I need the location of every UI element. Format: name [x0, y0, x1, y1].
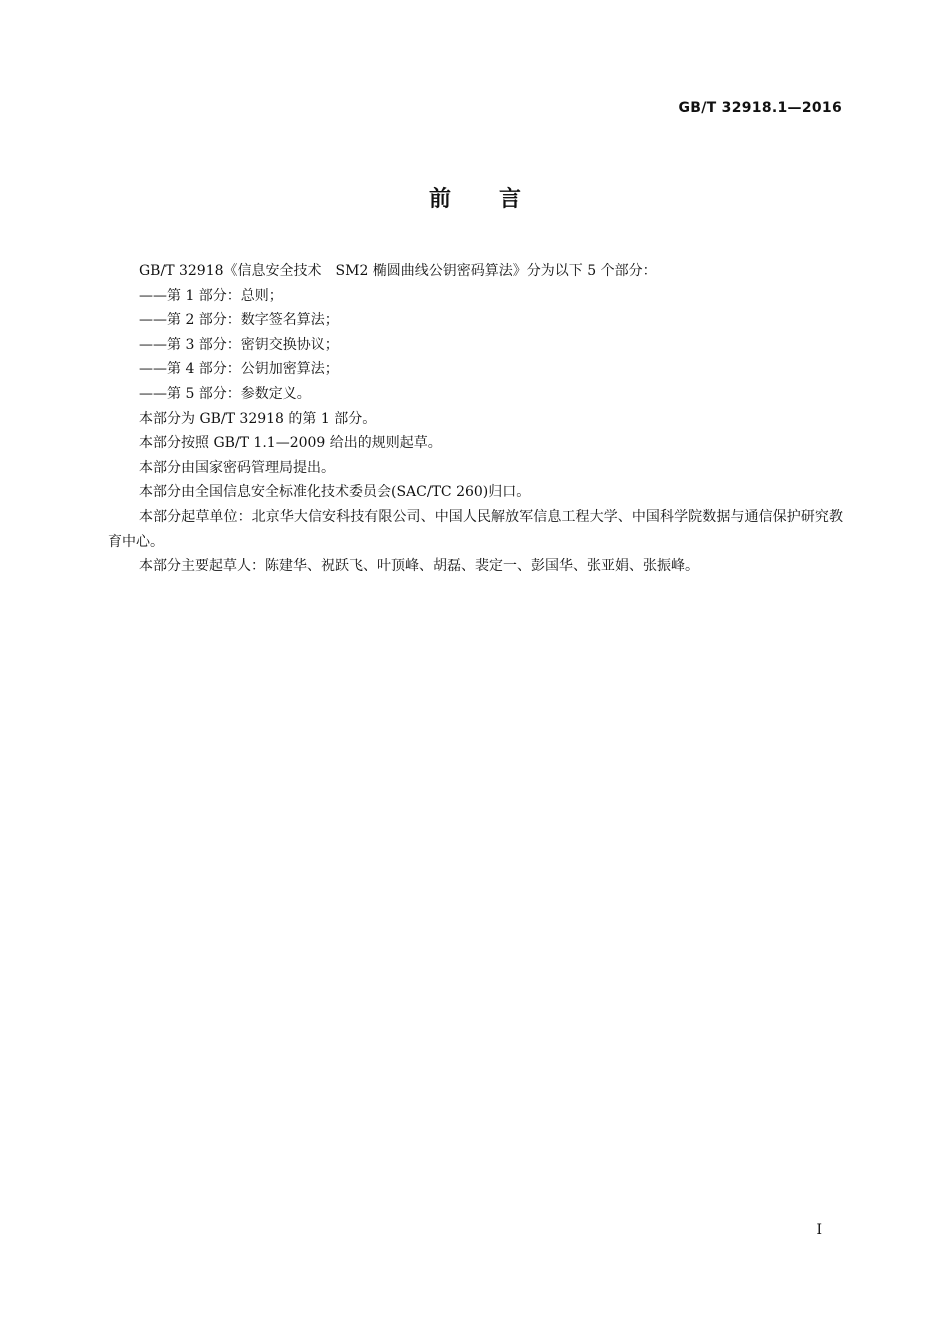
list-item-part-2: ——第 2 部分：数字签名算法； — [139, 312, 339, 329]
paragraph-drafting-units: 本部分起草单位：北京华大信安科技有限公司、中国人民解放军信息工程大学、中国科学院数据与通信保护研究教育中心。 — [108, 508, 843, 550]
paragraph-committee: 本部分由全国信息安全标准化技术委员会(SAC/TC 260)归口。 — [139, 484, 531, 501]
page-title-char-1: 前 — [428, 187, 451, 212]
list-item-part-1: ——第 1 部分：总则； — [139, 287, 283, 304]
list-item-part-5: ——第 5 部分：参数定义。 — [139, 385, 311, 402]
paragraph-intro: GB/T 32918《信息安全技术 SM2 椭圆曲线公钥密码算法》分为以下 5 个部分： — [139, 263, 657, 279]
paragraph-part-statement: 本部分为 GB/T 32918 的第 1 部分。 — [139, 410, 377, 427]
list-item-part-3: ——第 3 部分：密钥交换协议； — [139, 336, 339, 353]
paragraph-drafting-rules: 本部分按照 GB/T 1.1—2009 给出的规则起草。 — [139, 435, 442, 452]
standard-number: GB/T 32918.1—2016 — [678, 100, 842, 116]
page-number: I — [816, 1222, 822, 1238]
page-title-char-2: 言 — [499, 187, 522, 212]
foreword-body — [108, 259, 843, 579]
list-item-part-4: ——第 4 部分：公钥加密算法； — [139, 361, 339, 378]
paragraph-proposer: 本部分由国家密码管理局提出。 — [139, 459, 335, 476]
paragraph-drafters: 本部分主要起草人：陈建华、祝跃飞、叶顶峰、胡磊、裴定一、彭国华、张亚娟、张振峰。 — [139, 558, 699, 575]
page-title — [0, 182, 950, 213]
